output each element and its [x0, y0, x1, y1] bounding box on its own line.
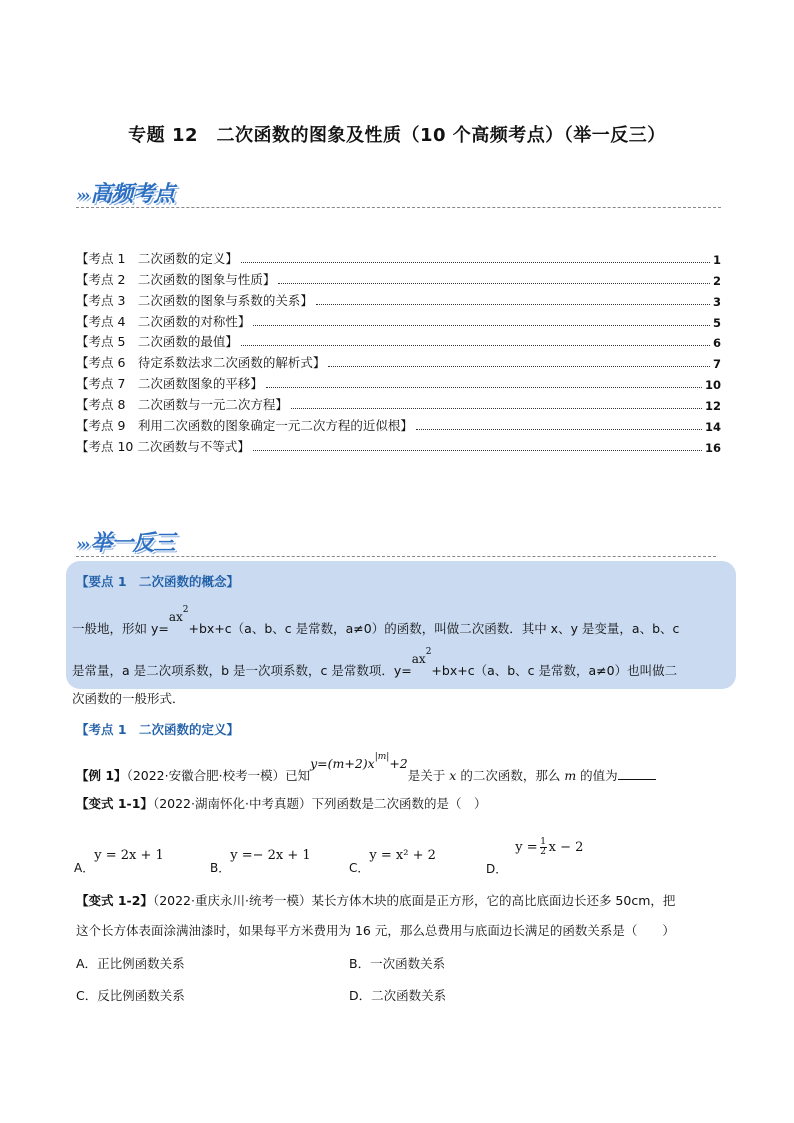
option-c[interactable]: C．反比例函数关系 [76, 988, 185, 1003]
triple-arrow-icon: ››› [76, 186, 88, 206]
leader-dots [266, 387, 702, 388]
option-d[interactable]: D．二次函数关系 [349, 988, 447, 1003]
section-heading-text: 举一反三 [90, 530, 175, 556]
leader-dots [328, 366, 710, 367]
divider [76, 556, 716, 557]
answer-blank[interactable] [618, 767, 656, 780]
variant-1-2: 【变式 1-2】（2022·重庆永川·统考一模）某长方体木块的底面是正方形，它的高比底面边长还多 50cm，把 [76, 893, 676, 908]
toc-item[interactable]: 【考点 5 二次函数的最值】 6 [76, 334, 721, 351]
topic-heading: 【考点 1 二次函数的定义】 [76, 722, 240, 737]
toc-item[interactable]: 【考点 3 二次函数的图象与系数的关系】 3 [76, 292, 721, 309]
toc-item[interactable]: 【考点 10 二次函数与不等式】 16 [76, 438, 721, 455]
leader-dots [253, 325, 710, 326]
section-heading-examples [76, 526, 174, 557]
divider [76, 207, 721, 208]
definition-line-1: 一般地，形如 $y=ax^2+bx+c(a$、b、c 是常数，a≠0）的函数，叫做二次函数．其中 x、y 是变量，a、b、c [72, 605, 680, 636]
leader-dots [253, 450, 702, 451]
variant-1-1: 【变式 1-1】（2022·湖南怀化·中考真题）下列函数是二次函数的是（ ） [76, 796, 487, 811]
toc-item[interactable]: 【考点 7 二次函数图象的平移】 10 [76, 376, 721, 393]
option-a[interactable]: A．正比例函数关系 [76, 956, 185, 971]
section-heading-text: 高频考点 [90, 181, 175, 207]
toc-item[interactable]: 【考点 9 利用二次函数的图象确定一元二次方程的近似根】 14 [76, 418, 721, 435]
option-b[interactable]: B．y =− 2x + 1 [210, 848, 311, 875]
definition-line-2: 是常量，a 是二次项系数，b 是一次项系数，c 是常数项．$y=ax^2+bx+c(a$、b、c 是常数，a≠0）也叫做二 [72, 647, 678, 678]
table-of-contents [76, 246, 721, 455]
toc-item[interactable]: 【考点 4 二次函数的对称性】 5 [76, 313, 721, 330]
definition-line-3: 次函数的一般形式． [72, 691, 185, 706]
example-formula: $y=(m+2)x^{|m|}+2$ [310, 752, 408, 771]
toc-item[interactable]: 【考点 2 二次函数的图象与性质】 2 [76, 271, 721, 288]
ax-squared: $ax^2$ [168, 605, 189, 624]
leader-dots [316, 304, 710, 305]
option-a[interactable]: A．y = 2x + 1 [74, 848, 164, 875]
option-b[interactable]: B．一次函数关系 [349, 956, 446, 971]
leader-dots [291, 408, 702, 409]
key-point-heading: 【要点 1 二次函数的概念】 [76, 574, 240, 589]
leader-dots [241, 262, 710, 263]
page-title: 专题 12 二次函数的图象及性质（10 个高频考点）（举一反三） [128, 125, 666, 146]
leader-dots [278, 283, 710, 284]
ax-squared: $ax^2$ [411, 647, 432, 666]
triple-arrow-icon: ››› [76, 535, 88, 555]
option-c[interactable]: C．y = x² + 2 [349, 848, 436, 875]
variant-1-2-cont: 这个长方体表面涂满油漆时，如果每平方米费用为 16 元，那么总费用与底面边长满足的函数关系是（ ） [76, 923, 675, 938]
example-1: 【例 1】（2022·安徽合肥·校考一模）已知$y=(m+2)x^{|m|}+2$是关于 x 的二次函数，那么 m 的值为 [76, 766, 656, 784]
fraction-half: 1 2 [540, 837, 546, 857]
leader-dots [416, 429, 702, 430]
toc-item[interactable]: 【考点 6 待定系数法求二次函数的解析式】 7 [76, 355, 721, 372]
leader-dots [241, 345, 710, 346]
toc-item[interactable]: 【考点 1 二次函数的定义】 1 [76, 250, 721, 267]
option-d[interactable]: D． y = 1 2 x − 2 [486, 837, 584, 876]
toc-item[interactable]: 【考点 8 二次函数与一元二次方程】 12 [76, 397, 721, 414]
section-heading-high-frequency [76, 177, 174, 208]
